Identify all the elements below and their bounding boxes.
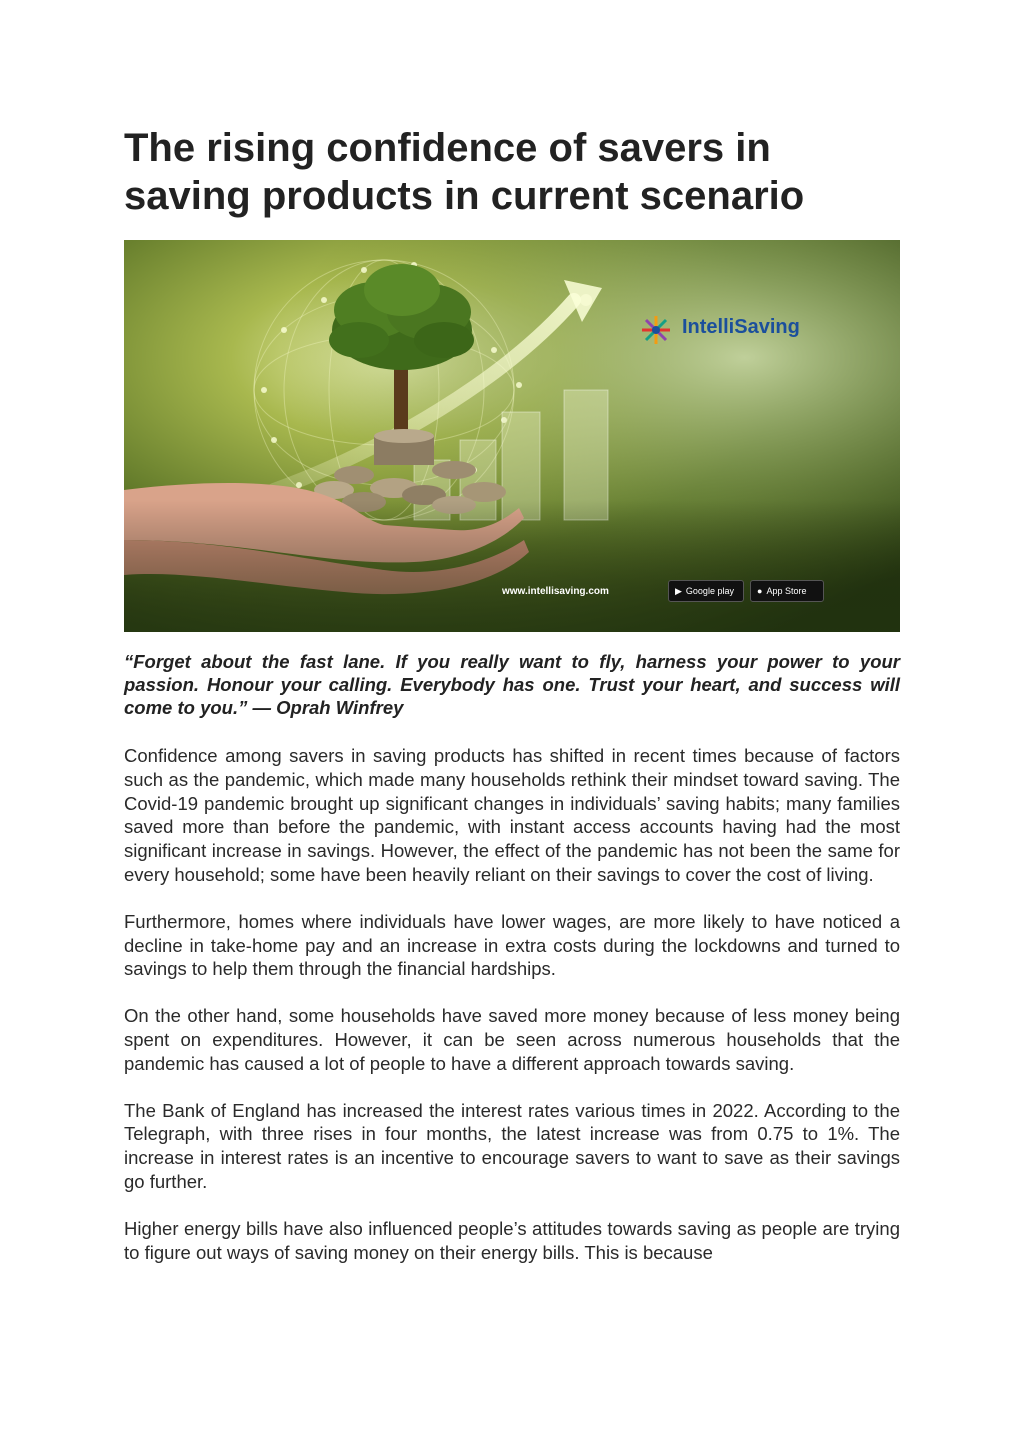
google-play-badge[interactable] — [668, 580, 744, 602]
paragraph: Furthermore, homes where individuals have lower wages, are more likely to have noticed a decline in take-home pay and an increase in extra costs during the lockdowns and turned to savings to help them through the financial hardships. — [124, 910, 900, 980]
article-title: The rising confidence of savers in saving products in current scenario — [124, 126, 805, 218]
google-play-label: Google play — [685, 586, 734, 596]
app-store-label: App Store — [766, 586, 807, 596]
hero-brand: IntelliSaving — [682, 316, 800, 338]
article-body — [124, 744, 900, 1287]
google-play-icon: ▶ — [675, 585, 682, 596]
app-store-badge[interactable] — [750, 580, 824, 602]
paragraph: On the other hand, some households have saved more money because of less money being spent on expenditures. However, it can be seen across numerous households that the pandemic has caused a lot of people to have a different approach towards saving. — [124, 1005, 900, 1074]
paragraph: The Bank of England has increased the interest rates various times in 2022. According to the Telegraph, with three rises in four months, the latest increase was from 0.75 to 1%. The increase in interest rates is an incentive to encourage savers to want to save as their savings go further. — [124, 1099, 900, 1192]
hero-url: www.intellisaving.com — [502, 586, 609, 597]
article-quote: “Forget about the fast lane. If you really want to fly, harness your power to your passion. Honour your calling. Everybody has one. Trust your heart, and success will come to you.” — Oprah Winfrey — [124, 651, 900, 718]
apple-icon: ● — [757, 586, 763, 596]
paragraph: Higher energy bills have also influenced people’s attitudes towards saving as people are trying to figure out ways of saving money on their energy bills. This is because — [124, 1217, 900, 1263]
paragraph: Confidence among savers in saving products has shifted in recent times because of factors such as the pandemic, which made many households rethink their mindset toward saving. The Covid-19 pandemic brought up significant changes in individuals’ saving habits; many families saved more than before the pandemic, with instant access accounts having had the most significant increase in savings. However, the effect of the pandemic has not been the same for every household; some have been heavily reliant on their savings to cover the cost of living. — [124, 745, 900, 885]
hero-illustration — [124, 240, 900, 632]
intellisaving-logo-icon — [642, 316, 670, 344]
hero-image — [124, 240, 900, 632]
